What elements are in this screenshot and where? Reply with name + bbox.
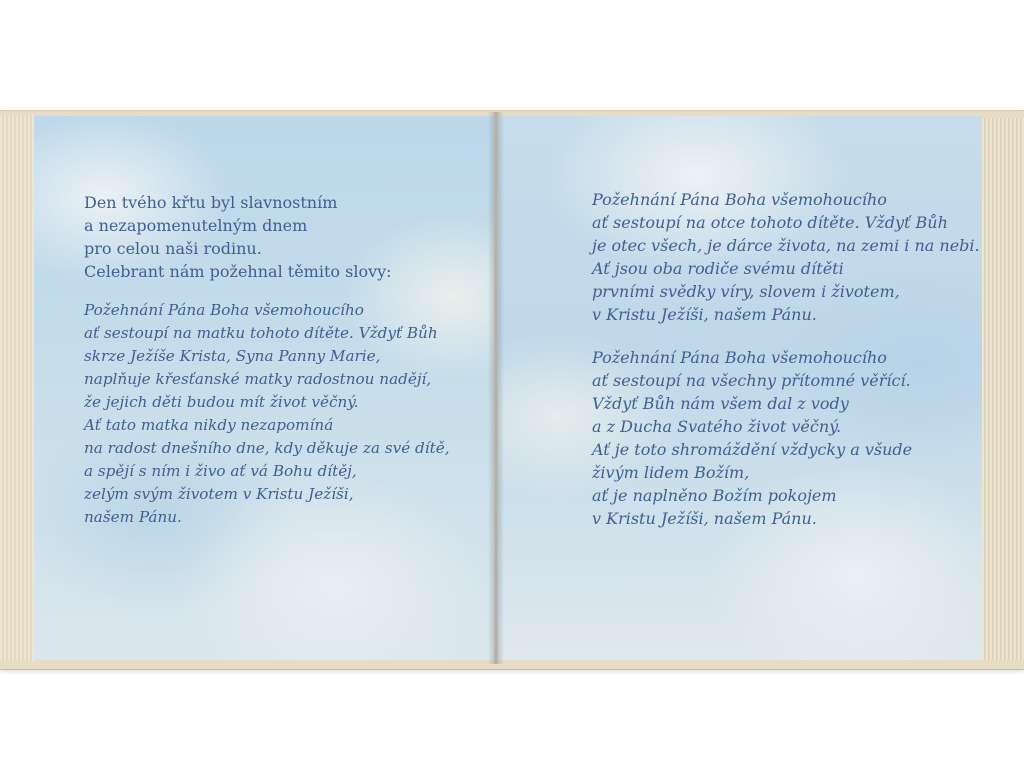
right-page bbox=[498, 116, 982, 660]
text-line: a nezapomenutelným dnem bbox=[84, 216, 308, 235]
text-line: a z Ducha Svatého život věčný. bbox=[592, 417, 842, 436]
text-line: naplňuje křesťanské matky radostnou nadějí, bbox=[84, 370, 432, 388]
text-line: Ať je toto shromáždění vždycky a všude bbox=[592, 440, 913, 459]
text-line: ať sestoupí na matku tohoto dítěte. Vždyť Bůh bbox=[84, 324, 438, 342]
text-line: prvními svědky víry, slovem i životem, bbox=[592, 282, 900, 301]
page-edges-right bbox=[982, 118, 1024, 660]
left-blessing-text bbox=[84, 299, 450, 529]
text-line: ať sestoupí na všechny přítomné věřící. bbox=[592, 371, 911, 390]
text-line: Požehnání Pána Boha všemohoucího bbox=[84, 301, 364, 319]
text-line: Den tvého křtu byl slavnostním bbox=[84, 193, 338, 212]
text-line: Celebrant nám požehnal těmito slovy: bbox=[84, 262, 392, 281]
left-intro-text bbox=[84, 191, 392, 283]
text-line: že jejich děti budou mít život věčný. bbox=[84, 393, 359, 411]
text-line: ať sestoupí na otce tohoto dítěte. Vždyť Bůh bbox=[592, 213, 948, 232]
text-line: Požehnání Pána Boha všemohoucího bbox=[592, 348, 887, 367]
text-line: zelým svým životem v Kristu Ježíši, bbox=[84, 485, 354, 503]
text-line: Ať jsou oba rodiče svému dítěti bbox=[592, 259, 844, 278]
text-line: Požehnání Pána Boha všemohoucího bbox=[592, 190, 887, 209]
text-line: v Kristu Ježíši, našem Pánu. bbox=[592, 305, 817, 324]
left-page bbox=[34, 116, 494, 660]
text-line: pro celou naši rodinu. bbox=[84, 239, 262, 258]
text-line: na radost dnešního dne, kdy děkuje za své dítě, bbox=[84, 439, 450, 457]
text-line: živým lidem Božím, bbox=[592, 463, 750, 482]
text-line: skrze Ježíše Krista, Syna Panny Marie, bbox=[84, 347, 381, 365]
text-line: Vždyť Bůh nám všem dal z vody bbox=[592, 394, 849, 413]
right-blessing-congregation-text bbox=[592, 346, 912, 530]
text-line: ať je naplněno Božím pokojem bbox=[592, 486, 837, 505]
text-line: a spějí s ním i živo ať vá Bohu dítěj, bbox=[84, 462, 357, 480]
text-line: Ať tato matka nikdy nezapomíná bbox=[84, 416, 334, 434]
right-blessing-father-text bbox=[592, 188, 980, 326]
book-gutter bbox=[488, 112, 504, 664]
page-edges-left bbox=[0, 114, 34, 662]
text-line: v Kristu Ježíši, našem Pánu. bbox=[592, 509, 817, 528]
text-line: je otec všech, je dárce života, na zemi i na nebi. bbox=[592, 236, 980, 255]
text-line: našem Pánu. bbox=[84, 508, 182, 526]
